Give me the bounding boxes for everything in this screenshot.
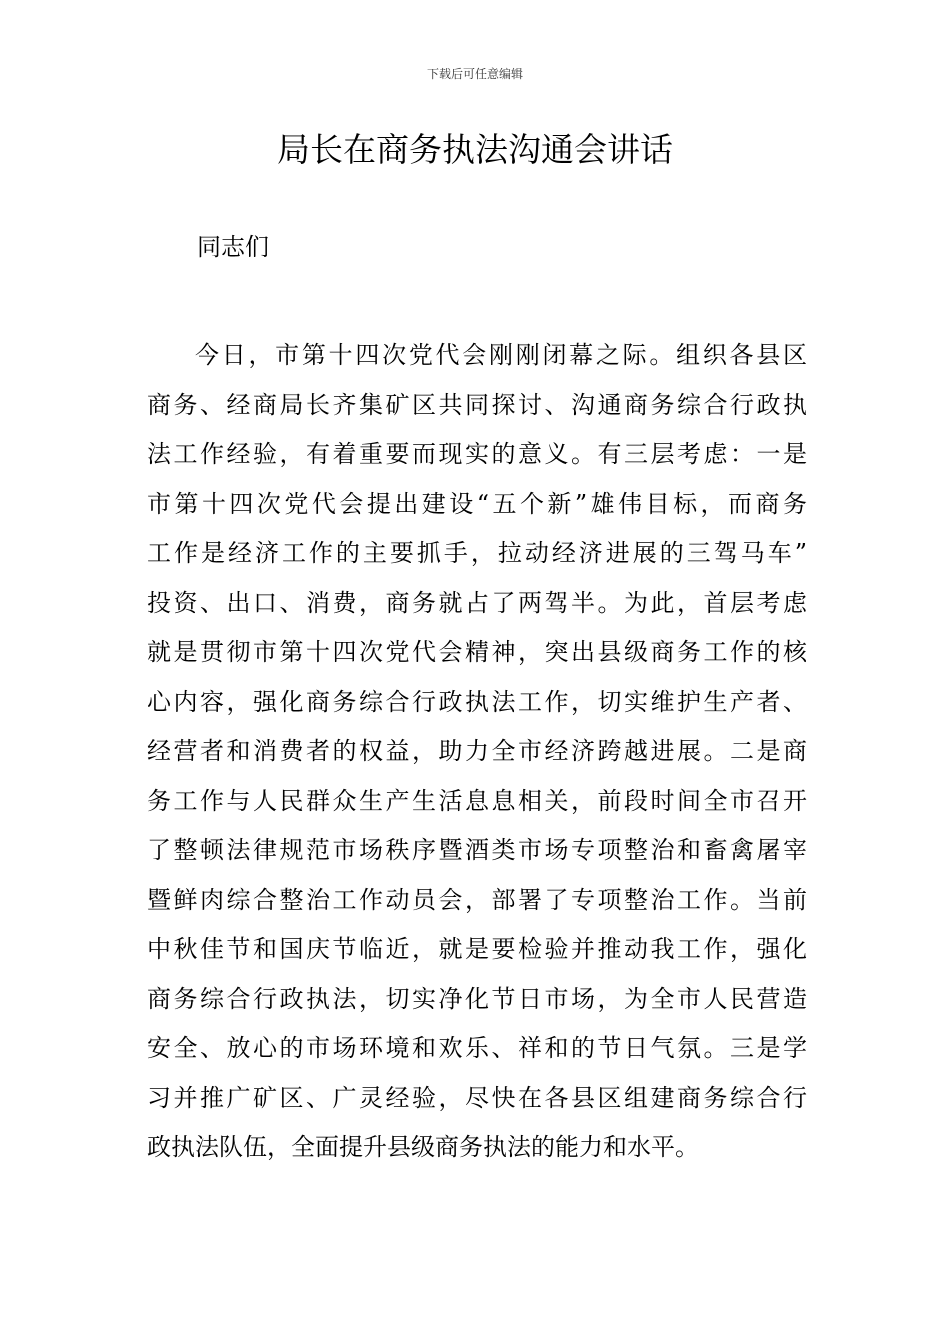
- paragraph-line: 心内容，强化商务综合行政执法工作，切实维护生产者、: [147, 687, 807, 716]
- salutation: 同志们: [197, 233, 269, 261]
- paragraph-line: 商务、经商局长齐集矿区共同探讨、沟通商务综合行政执: [147, 390, 807, 419]
- body-paragraph: [147, 331, 807, 1173]
- paragraph-line: 中秋佳节和国庆节临近，就是要检验并推动我工作，强化: [147, 935, 807, 963]
- paragraph-line: 今日，市第十四次党代会刚刚闭幕之际。组织各县区: [195, 341, 807, 369]
- paragraph-line: 工作是经济工作的主要抓手，拉动经济进展的三驾马车”: [147, 539, 807, 567]
- header-note: 下载后可任意编辑: [426, 67, 523, 81]
- paragraph-line: 了整顿法律规范市场秩序暨酒类市场专项整治和畜禽屠宰: [147, 836, 807, 864]
- paragraph-line: 安全、放心的市场环境和欢乐、祥和的节日气氛。三是学: [147, 1034, 807, 1062]
- paragraph-line: 习并推广矿区、广灵经验，尽快在各县区组建商务综合行: [147, 1083, 807, 1112]
- document-title: 局长在商务执法沟通会讲话: [277, 130, 673, 169]
- paragraph-line: 商务综合行政执法，切实净化节日市场，为全市人民营造: [147, 984, 807, 1013]
- paragraph-line: 政执法队伍，全面提升县级商务执法的能力和水平。: [147, 1133, 699, 1161]
- paragraph-line: 暨鲜肉综合整治工作动员会，部署了专项整治工作。当前: [147, 885, 807, 914]
- paragraph-line: 经营者和消费者的权益，助力全市经济跨越进展。二是商: [147, 737, 807, 765]
- paragraph-line: 就是贯彻市第十四次党代会精神，突出县级商务工作的核: [147, 638, 807, 666]
- paragraph-line: 投资、出口、消费，商务就占了两驾半。为此，首层考虑: [147, 588, 807, 617]
- paragraph-line: 务工作与人民群众生产生活息息相关，前段时间全市召开: [147, 786, 807, 815]
- paragraph-line: 市第十四次党代会提出建设“五个新”雄伟目标，而商务: [147, 489, 807, 518]
- paragraph-line: 法工作经验，有着重要而现实的意义。有三层考虑：一是: [147, 440, 807, 468]
